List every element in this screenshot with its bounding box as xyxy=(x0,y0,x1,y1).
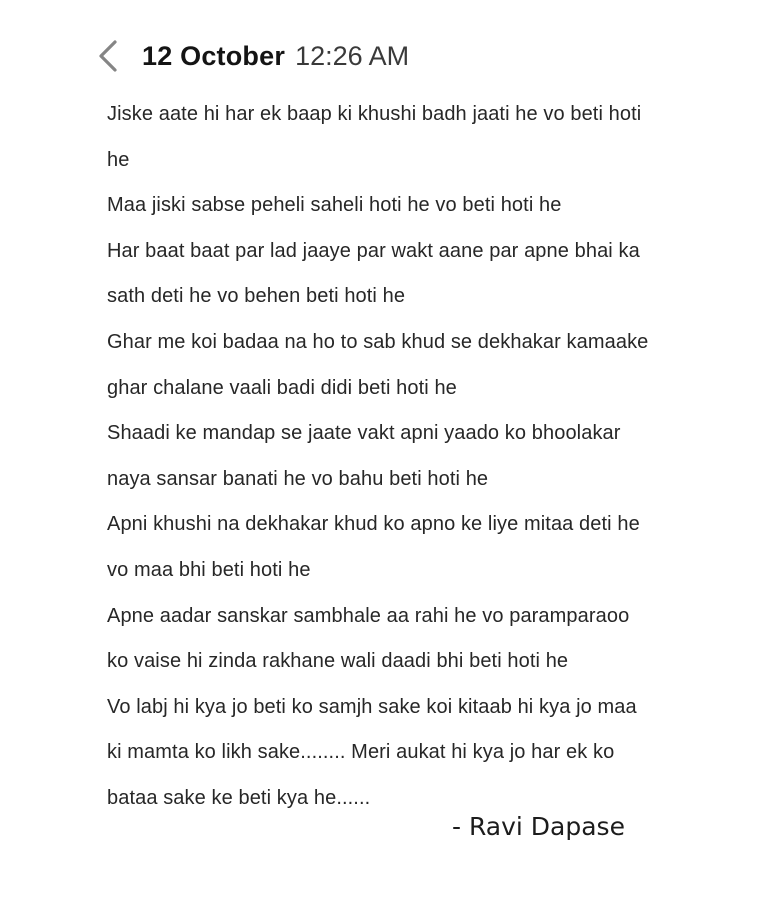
note-line: Jiske aate hi har ek baap ki khushi badh jaati he vo beti hoti xyxy=(107,103,642,125)
note-line: bataa sake ke beti kya he...... xyxy=(107,786,371,809)
note-line: sath deti he vo behen beti hoti he xyxy=(107,285,406,308)
note-line: naya sansar banati he vo bahu beti hoti he xyxy=(107,467,489,490)
note-date: 12 October xyxy=(142,40,286,71)
note-line: ki mamta ko likh sake........ Meri aukat hi kya jo har ek ko xyxy=(107,741,615,764)
back-button[interactable] xyxy=(88,36,128,76)
note-line: vo maa bhi beti hoti he xyxy=(107,558,311,581)
note-time: 12:26 AM xyxy=(295,40,410,71)
header xyxy=(0,36,768,76)
note-line: ko vaise hi zinda rakhane wali daadi bhi beti hoti he xyxy=(107,650,569,673)
note-line: Vo labj hi kya jo beti ko samjh sake koi kitaab hi kya jo maa xyxy=(107,695,637,718)
note-line: Apni khushi na dekhakar khud ko apno ke liye mitaa deti he xyxy=(107,513,640,536)
note-line: Apne aadar sanskar sambhale aa rahi he vo paramparaoo xyxy=(107,604,630,627)
note-line: he xyxy=(107,148,130,171)
note-line: Maa jiski sabse peheli saheli hoti he vo beti hoti he xyxy=(107,194,562,217)
note-line: Shaadi ke mandap se jaate vakt apni yaado ko bhoolakar xyxy=(107,422,621,445)
note-body xyxy=(107,92,708,822)
note-line: ghar chalane vaali badi didi beti hoti he xyxy=(107,376,457,399)
chevron-left-icon xyxy=(97,39,119,73)
note-title xyxy=(142,36,409,76)
signature: - Ravi Dapase xyxy=(452,812,625,841)
note-line: Ghar me koi badaa na ho to sab khud se dekhakar kamaake xyxy=(107,330,649,353)
note-line: Har baat baat par lad jaaye par wakt aane par apne bhai ka xyxy=(107,239,640,262)
